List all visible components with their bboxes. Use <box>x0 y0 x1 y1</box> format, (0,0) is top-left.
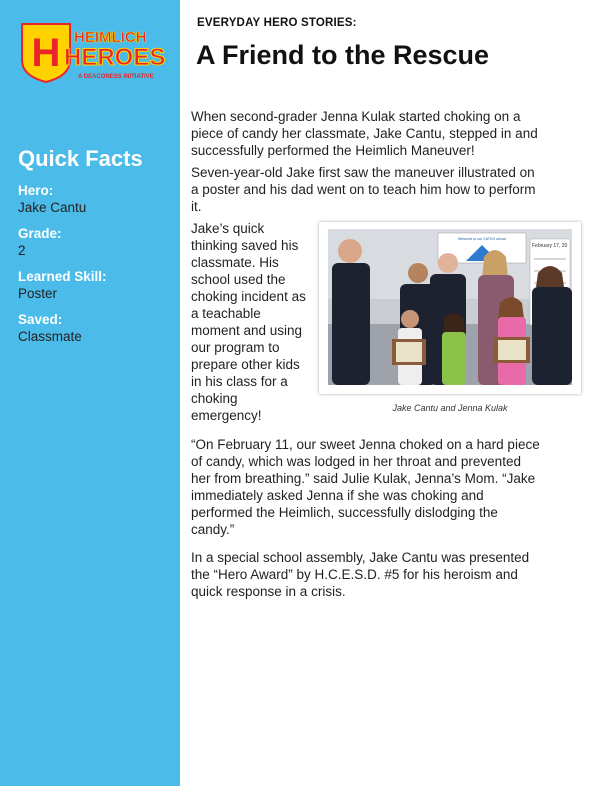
logo-text-top: HEIMLICH <box>74 29 147 46</box>
quick-facts-title: Quick Facts <box>18 146 143 171</box>
article-paragraph: Seven-year-old Jake first saw the maneuver illustrated on a poster and his dad went on to teach him how to perform it. <box>191 165 536 214</box>
welcome-sign-text: Welcome to our CATCH school <box>457 237 507 241</box>
fact-label-saved: Saved: <box>18 312 63 327</box>
fact-value-hero: Jake Cantu <box>18 200 87 215</box>
logo-text-main: HEROES <box>64 44 166 71</box>
group-photo <box>328 229 572 385</box>
article-paragraph: When second-grader Jenna Kulak started choking on a piece of candy her classmate, Jake Cantu, stepped in and successfully performed the Heimlich Maneuver! <box>191 109 538 158</box>
article-paragraph: Jake’s quick thinking saved his classmate. His school used the choking incident as a teachable moment and using our program to prepare other kids in his class for a choking emergency! <box>191 221 306 423</box>
photo-frame <box>319 222 581 394</box>
fact-value-grade: 2 <box>18 243 26 258</box>
article-paragraph: In a special school assembly, Jake Cantu was presented the “Hero Award” by H.C.E.S.D. #5 for his heroism and quick response in a crisis. <box>191 550 530 599</box>
fact-value-skill: Poster <box>18 286 58 301</box>
logo-tagline: A DEACONESS INITIATIVE <box>78 74 154 80</box>
calendar-board-text: February 17, 20 <box>532 243 568 249</box>
sidebar <box>0 0 180 786</box>
fact-label-skill: Learned Skill: <box>18 269 107 284</box>
heimlich-heroes-logo <box>18 20 168 84</box>
article-paragraph: “On February 11, our sweet Jenna choked on a hard piece of candy, which was lodged in her throat and prevented her from breathing.” said Julie Kulak, Jenna’s Mom. “Jake immediately asked Jenna if she was choking and performed the Heimlich, successfully dislodging the candy.” <box>191 437 540 537</box>
kid-figure <box>442 313 466 385</box>
photo-caption: Jake Cantu and Jenna Kulak <box>392 403 508 413</box>
article-kicker: EVERYDAY HERO STORIES: <box>197 17 357 29</box>
fact-value-saved: Classmate <box>18 329 82 344</box>
article-title: A Friend to the Rescue <box>196 40 490 70</box>
quick-facts-list <box>18 182 173 354</box>
logo-letter: H <box>31 31 61 75</box>
fact-label-grade: Grade: <box>18 226 62 241</box>
fact-label-hero: Hero: <box>18 183 54 198</box>
